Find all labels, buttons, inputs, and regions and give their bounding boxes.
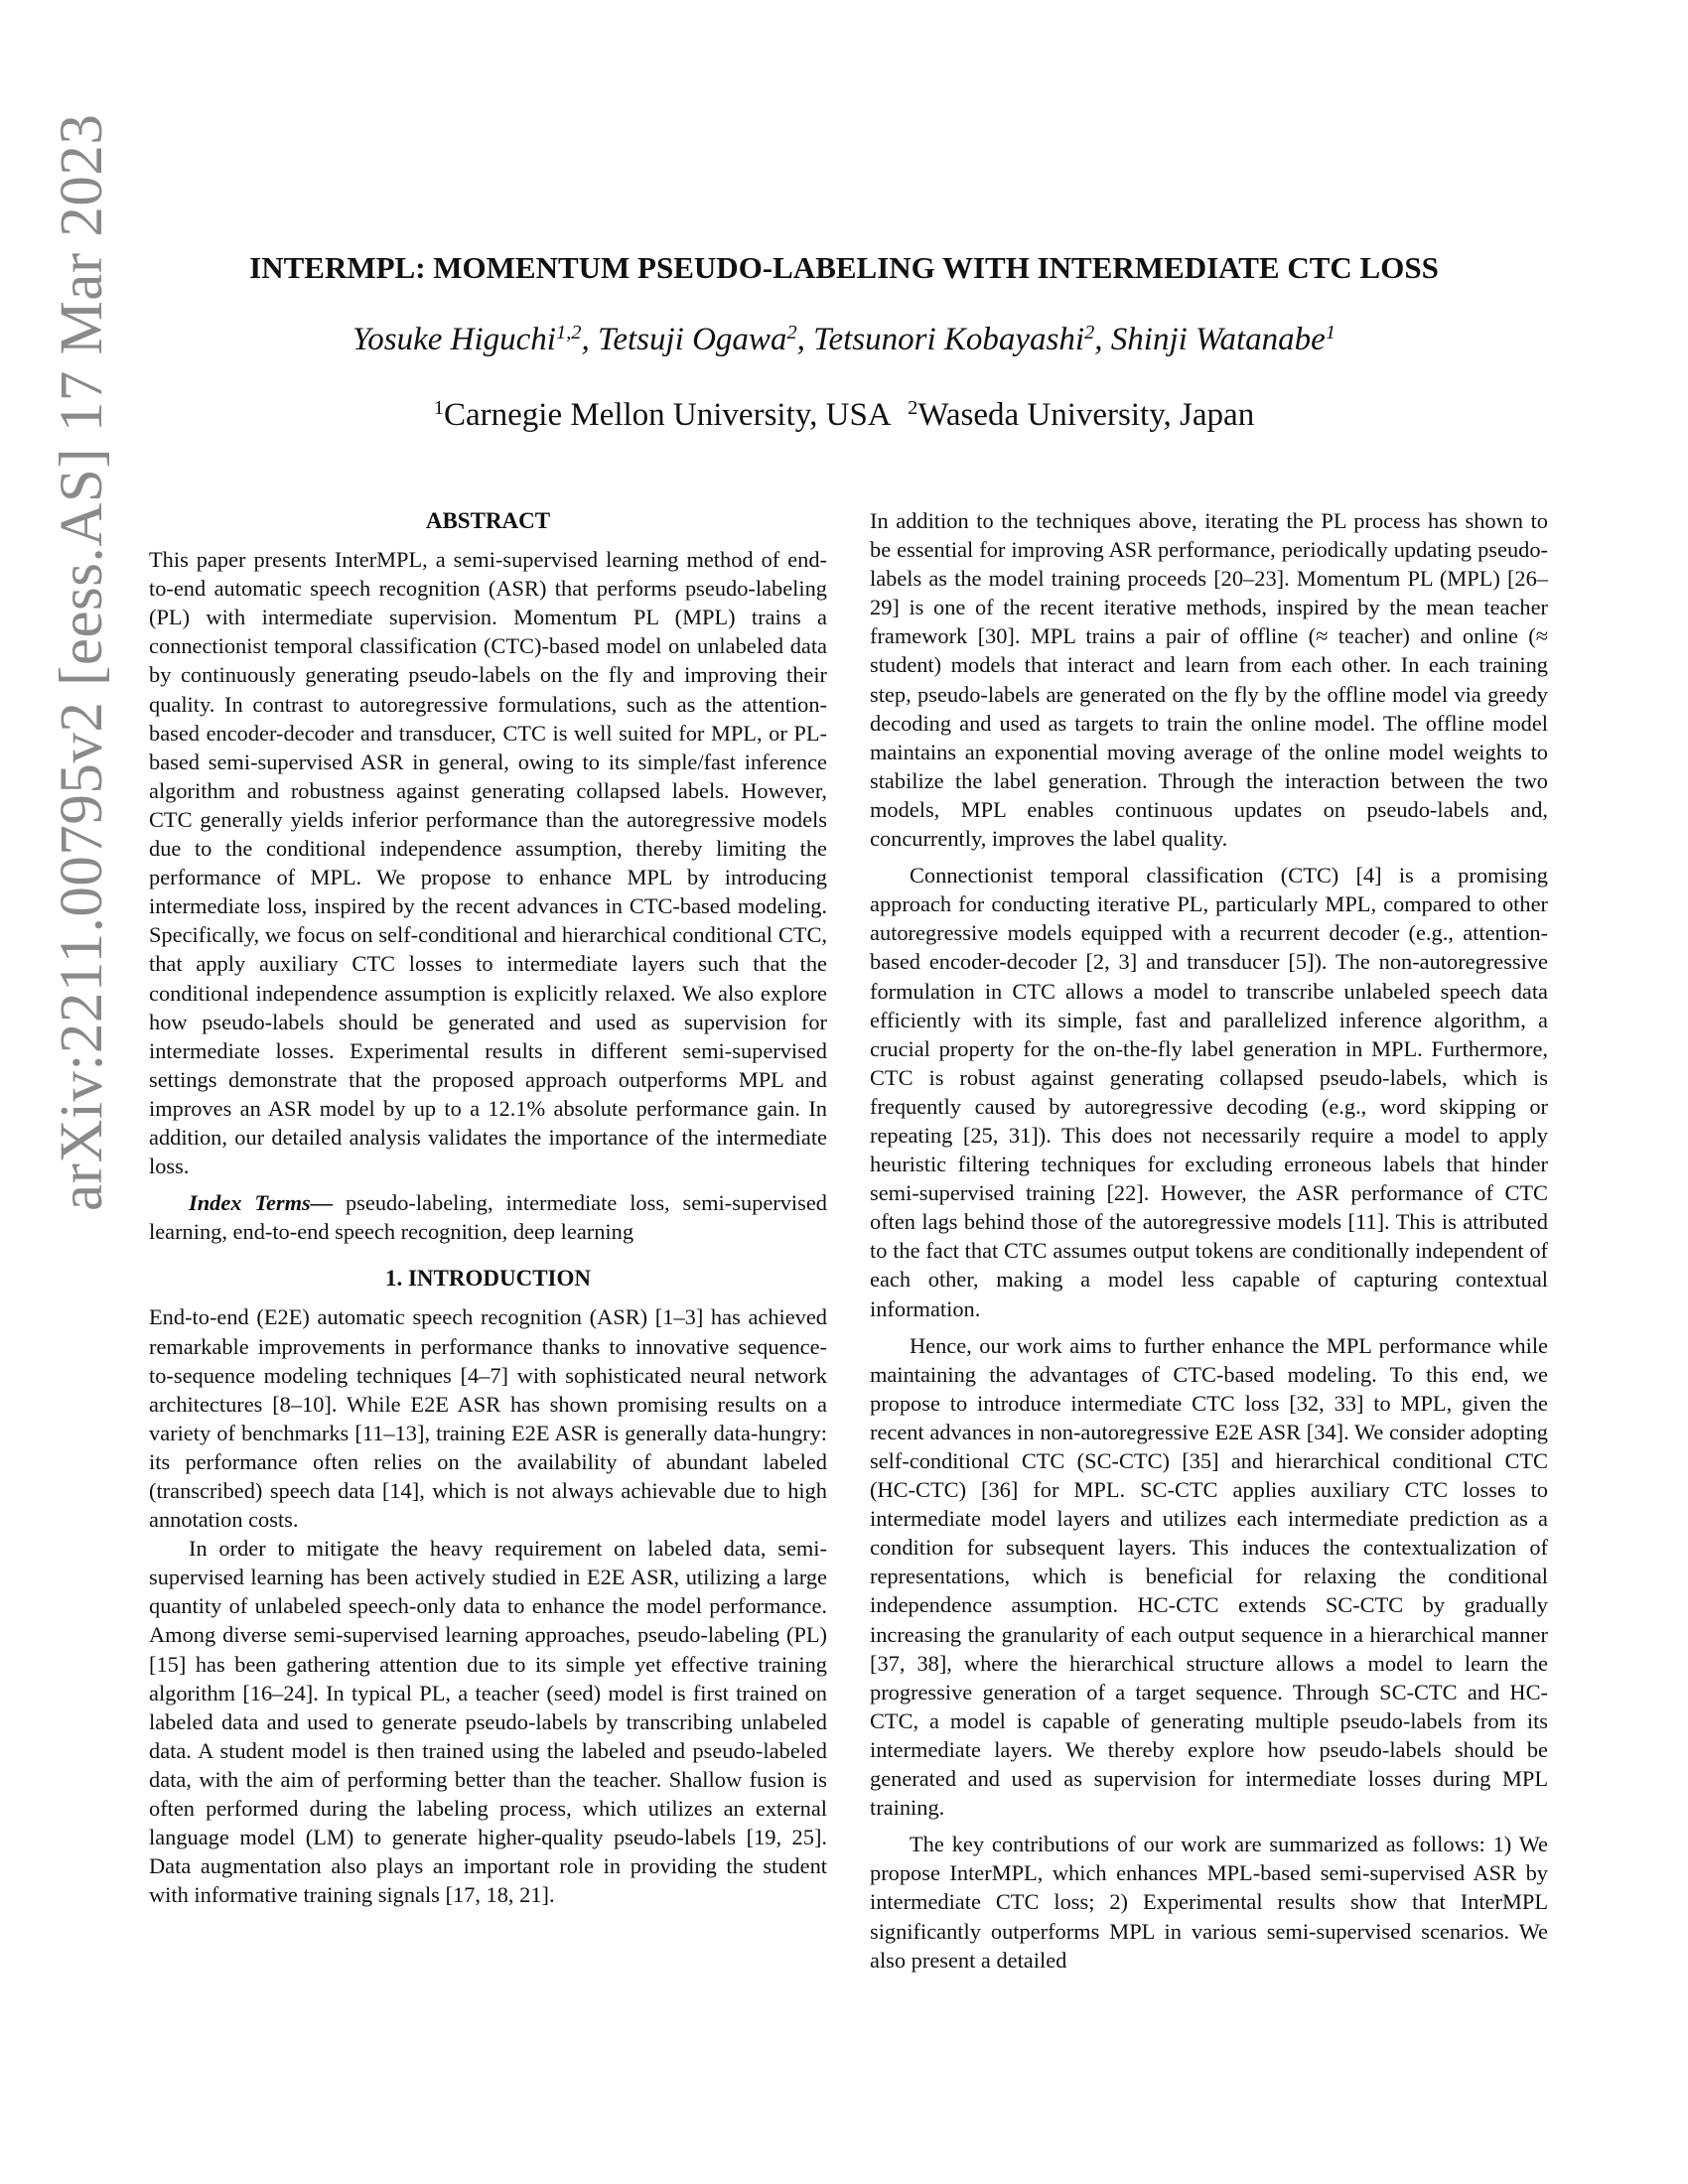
author-name: Tetsuji Ogawa xyxy=(598,322,787,357)
arxiv-identifier-stamp: arXiv:2211.00795v2 [eess.AS] 17 Mar 2023 xyxy=(49,113,115,1211)
intro-paragraph-6: The key contributions of our work are summarized as follows: 1) We propose InterMPL, which enhances MPL-based semi-supervised ASR by intermediate CTC loss; 2) Experimental results show that InterMPL significantly outperforms MPL in various semi-supervised scenarios. We also present a detailed xyxy=(870,1832,1548,1973)
introduction-heading: 1. INTRODUCTION xyxy=(384,1266,592,1292)
paper-title: INTERMPL: MOMENTUM PSEUDO-LABELING WITH INTERMEDIATE CTC LOSS xyxy=(249,250,1439,285)
index-terms-label: Index Terms— xyxy=(189,1190,334,1216)
affiliation-name: Waseda University, Japan xyxy=(917,397,1255,433)
author-name: Shinji Watanabe xyxy=(1110,322,1326,357)
right-column xyxy=(870,506,1548,1975)
intro-paragraph-3: In addition to the techniques above, iterating the PL process has shown to be essential for improving ASR performance, periodically updating pseudo-labels as the model training proceeds [20–23]. Momentum PL (MPL) [26–29] is one of the recent iterative methods, inspired by the mean teacher framework [30]. MPL trains a pair of offline (≈ teacher) and online (≈ student) models that interact and learn from each other. In each training step, pseudo-labels are generated on the fly by the offline model via greedy decoding and used as targets to train the online model. The offline model maintains an exponential moving average of the online model weights to stabilize the label generation. Through the interaction between the two models, MPL enables continuous updates on pseudo-labels and, concurrently, improves the label quality. xyxy=(870,508,1548,852)
affiliation-marker: 2 xyxy=(908,396,918,419)
affiliation-marker: 1 xyxy=(433,396,444,419)
affiliation-list xyxy=(149,397,1539,434)
author-name: Yosuke Higuchi xyxy=(352,322,556,357)
index-terms xyxy=(149,1188,827,1246)
author-affiliation-marker: 2 xyxy=(786,321,797,343)
intro-paragraph-1: End-to-end (E2E) automatic speech recognition (ASR) [1–3] has achieved remarkable improvements in performance thanks to innovative sequence-to-sequence modeling techniques [4–7] with sophisticated neural network architectures [8–10]. While E2E ASR has shown promising results on a variety of benchmarks [11–13], training E2E ASR is generally data-hungry: its performance often relies on the availability of abundant labeled (transcribed) speech data [14], which is not always achievable due to high annotation costs. xyxy=(149,1304,827,1533)
author-name: Tetsunori Kobayashi xyxy=(813,322,1085,357)
intro-paragraph-5: Hence, our work aims to further enhance the MPL performance while maintaining the advantages of CTC-based modeling. To this end, we propose to introduce intermediate CTC loss [32, 33] to MPL, given the recent advances in non-autoregressive E2E ASR [34]. We consider adopting self-conditional CTC (SC-CTC) [35] and hierarchical conditional CTC (HC-CTC) [36] for MPL. SC-CTC applies auxiliary CTC losses to intermediate model layers and utilizes each intermediate prediction as a condition for subsequent layers. This induces the contextualization of representations, which is beneficial for relaxing the conditional independence assumption. HC-CTC extends SC-CTC by gradually increasing the granularity of each output sequence in a hierarchical manner [37, 38], where the hierarchical structure allows a model to learn the progressive generation of a target sequence. Through SC-CTC and HC-CTC, a model is capable of generating multiple pseudo-labels from its intermediate layers. We thereby explore how pseudo-labels should be generated and used as supervision for intermediate losses during MPL training. xyxy=(870,1332,1548,1821)
abstract-body: This paper presents InterMPL, a semi-supervised learning method of end-to-end automatic speech recognition (ASR) that performs pseudo-labeling (PL) with intermediate supervision. Momentum PL (MPL) trains a connectionist temporal classification (CTC)-based model on unlabeled data by continuously generating pseudo-labels on the fly and improving their quality. In contrast to autoregressive formulations, such as the attention-based encoder-decoder and transducer, CTC is well suited for MPL, or PL-based semi-supervised ASR in general, owing to its simple/fast inference algorithm and robustness against generating collapsed labels. However, CTC generally yields inferior performance than the autoregressive models due to the conditional independence assumption, thereby limiting the performance of MPL. We propose to enhance MPL by introducing intermediate loss, inspired by the recent advances in CTC-based modeling. Specifically, we focus on self-conditional and hierarchical conditional CTC, that apply auxiliary CTC losses to intermediate layers such that the conditional independence assumption is explicitly relaxed. We also explore how pseudo-labels should be generated and used as supervision for intermediate losses. Experimental results in different semi-supervised settings demonstrate that the proposed approach outperforms MPL and improves an ASR model by up to a 12.1% absolute performance gain. In addition, our detailed analysis validates the importance of the intermediate loss. xyxy=(149,547,827,1179)
index-terms-list: pseudo-labeling, intermediate loss, semi-supervised learning, end-to-end speech recognition, deep learning xyxy=(149,1190,827,1245)
affiliation-name: Carnegie Mellon University, USA xyxy=(444,397,892,433)
author-separator: , xyxy=(1094,322,1111,357)
left-column xyxy=(149,506,827,1909)
author-separator: , xyxy=(581,322,599,357)
author-separator: , xyxy=(796,322,814,357)
author-affiliation-marker: 2 xyxy=(1084,321,1095,343)
intro-paragraph-2: In order to mitigate the heavy requirement on labeled data, semi-supervised learning has been actively studied in E2E ASR, utilizing a large quantity of unlabeled speech-only data to enhance the model performance. Among diverse semi-supervised learning approaches, pseudo-labeling (PL) [15] has been gathering attention due to its simple yet effective training algorithm [16–24]. In typical PL, a teacher (seed) model is first trained on labeled data and used to generate pseudo-labels by transcribing unlabeled data. A student model is then trained using the labeled and pseudo-labeled data, with the aim of performing better than the teacher. Shallow fusion is often performed during the labeling process, which utilizes an external language model (LM) to generate higher-quality pseudo-labels [19, 25]. Data augmentation also plays an important role in providing the student with informative training signals [17, 18, 21]. xyxy=(149,1536,827,1908)
author-affiliation-marker: 1 xyxy=(1325,321,1336,343)
abstract-heading: ABSTRACT xyxy=(425,508,551,533)
author-affiliation-marker: 1,2 xyxy=(555,321,582,343)
author-list xyxy=(149,322,1539,358)
intro-paragraph-4: Connectionist temporal classification (CTC) [4] is a promising approach for conducting iterative PL, particularly MPL, compared to other autoregressive models equipped with a recurrent decoder (e.g., attention-based encoder-decoder [2, 3] and transducer [5]). The non-autoregressive formulation in CTC allows a model to transcribe unlabeled speech data efficiently with its simple, fast and parallelized inference algorithm, a crucial property for the on-the-fly label generation in MPL. Furthermore, CTC is robust against generating collapsed pseudo-labels, which is frequently caused by autoregressive decoding (e.g., word skipping or repeating [25, 31]). This does not necessarily require a model to apply heuristic filtering techniques for excluding erroneous labels that hinder semi-supervised training [22]. However, the ASR performance of CTC often lags behind those of the autoregressive models [11]. This is attributed to the fact that CTC assumes output tokens are conditionally independent of each other, making a model less capable of capturing contextual information. xyxy=(870,863,1548,1321)
